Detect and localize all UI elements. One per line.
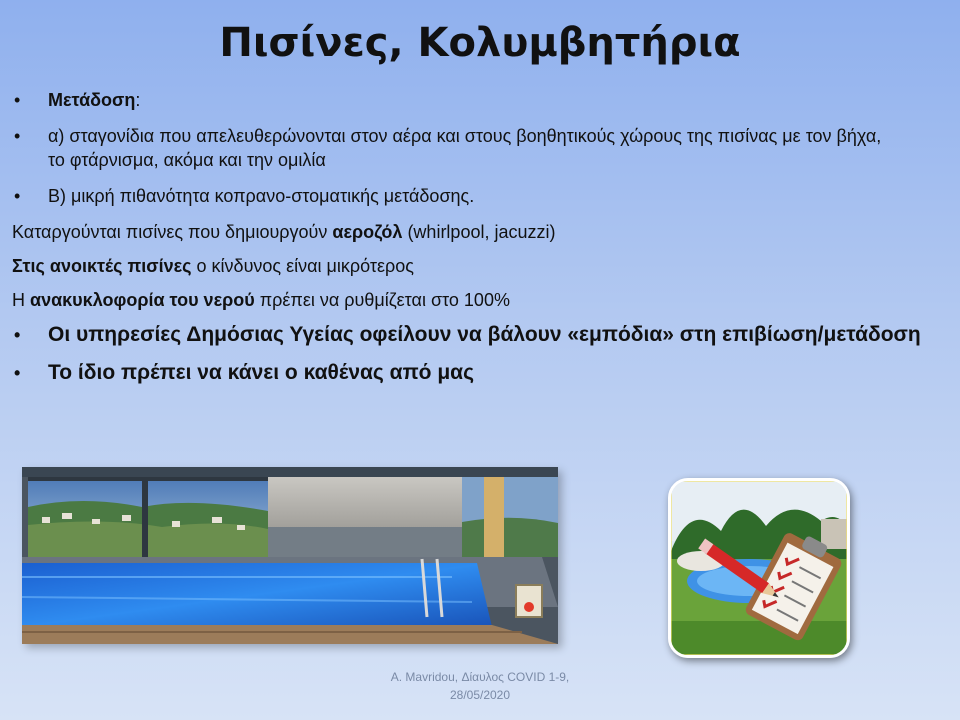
- bullet-droplets: • α) σταγονίδια που απελευθερώνονται στον αέρα και στους βοηθητικούς χώρους της πισίνας με τον βήχα, το φτάρνισμα, ακόμα και την ομιλία: [12, 124, 898, 172]
- slide-footer: [340, 668, 620, 704]
- slide-body: [12, 88, 942, 396]
- footer-author-line: A. Mavridou, Δίαυλος COVID 1-9,: [390, 670, 570, 684]
- text-aerosol-bold: αεροζόλ: [332, 222, 403, 242]
- bullet-public-health: • Οι υπηρεσίες Δημόσιας Υγείας οφείλουν να βάλουν «εμπόδια» στη επιβίωση/μετάδοση: [12, 320, 938, 350]
- text-recirculation-a: Η: [12, 290, 30, 310]
- text-recirculation: [12, 288, 942, 312]
- text-recirculation-bold: ανακυκλοφορία του νερού: [30, 290, 255, 310]
- text-open-pools: [12, 254, 942, 278]
- bullet-fecal-oral: • Β) μικρή πιθανότητα κοπρανο-στοματικής μετάδοσης.: [12, 184, 942, 208]
- bullet-transmission: [12, 88, 942, 112]
- text-recirculation-c: πρέπει να ρυθμίζεται στο 100%: [254, 290, 510, 310]
- slide-title: Πισίνες, Κολυμβητήρια: [219, 20, 741, 66]
- bullet-everyone: • Το ίδιο πρέπει να κάνει ο καθένας από μας: [12, 358, 942, 388]
- bullet-transmission-label: Μετάδοση: [48, 90, 136, 110]
- indoor-pool-photo: [22, 467, 558, 644]
- pool-checklist-icon: [668, 478, 850, 658]
- bullet-transmission-colon: :: [135, 90, 141, 110]
- footer-date: 28/05/2020: [449, 688, 511, 702]
- text-open-pools-rest: ο κίνδυνος είναι μικρότερος: [191, 256, 414, 276]
- text-open-pools-bold: Στις ανοικτές πισίνες: [12, 256, 192, 276]
- text-aerosol-c: (whirlpool, jacuzzi): [402, 222, 556, 242]
- text-aerosol-a: Καταργούνται πισίνες που δημιουργούν: [12, 222, 333, 242]
- text-aerosol: [12, 220, 942, 244]
